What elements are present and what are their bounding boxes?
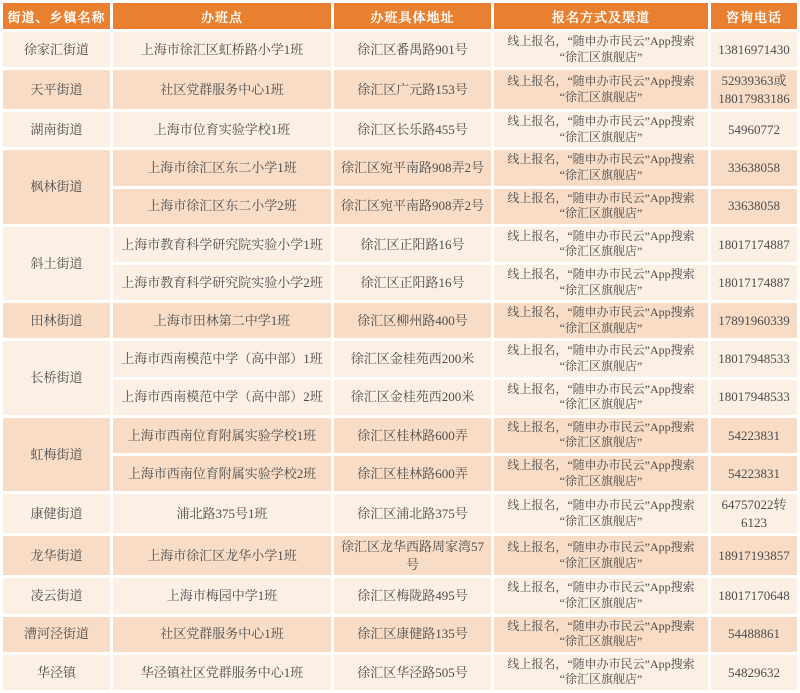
class-site-cell: 上海市教育科学研究院实验小学1班 xyxy=(113,227,331,262)
table-row xyxy=(3,341,797,376)
registration-method-cell: 线上报名，“随申办市民云”App搜索 “徐汇区旗舰店” xyxy=(494,456,708,491)
table-row xyxy=(3,227,797,262)
class-site-cell: 社区党群服务中心1班 xyxy=(113,70,331,109)
street-name-cell: 斜土街道 xyxy=(3,227,110,300)
table-row xyxy=(3,655,797,690)
street-name-cell: 长桥街道 xyxy=(3,341,110,414)
table-row xyxy=(3,578,797,613)
table-row xyxy=(3,32,797,67)
table-row xyxy=(3,536,797,575)
class-site-cell: 上海市徐汇区龙华小学1班 xyxy=(113,536,331,575)
registration-method-cell: 线上报名，“随申办市民云”App搜索 “徐汇区旗舰店” xyxy=(494,112,708,147)
phone-cell: 18017948533 xyxy=(711,380,797,415)
class-site-cell: 浦北路375号1班 xyxy=(113,494,331,533)
class-address-cell: 徐汇区龙华西路周家湾57号 xyxy=(334,536,491,575)
table-row xyxy=(3,112,797,147)
class-site-cell: 上海市田林第二中学1班 xyxy=(113,303,331,338)
header-class-address: 办班具体地址 xyxy=(334,3,491,29)
table-row xyxy=(3,303,797,338)
phone-cell: 13816971430 xyxy=(711,32,797,67)
class-site-cell: 社区党群服务中心1班 xyxy=(113,617,331,652)
street-name-cell: 天平街道 xyxy=(3,70,110,109)
registration-method-cell: 线上报名，“随申办市民云”App搜索 “徐汇区旗舰店” xyxy=(494,380,708,415)
phone-cell: 18917193857 xyxy=(711,536,797,575)
class-address-cell: 徐汇区桂林路600弄 xyxy=(334,456,491,491)
table-body xyxy=(3,32,797,690)
class-address-cell: 徐汇区宛平南路908弄2号 xyxy=(334,150,491,185)
class-address-cell: 徐汇区广元路153号 xyxy=(334,70,491,109)
phone-cell: 18017948533 xyxy=(711,341,797,376)
phone-cell: 54829632 xyxy=(711,655,797,690)
registration-method-cell: 线上报名，“随申办市民云”App搜索 “徐汇区旗舰店” xyxy=(494,536,708,575)
phone-cell: 64757022转 6123 xyxy=(711,494,797,533)
registration-method-cell: 线上报名，“随申办市民云”App搜索 “徐汇区旗舰店” xyxy=(494,578,708,613)
phone-cell: 52939363或 18017983186 xyxy=(711,70,797,109)
class-address-cell: 徐汇区浦北路375号 xyxy=(334,494,491,533)
table-row xyxy=(3,494,797,533)
header-phone: 咨询电话 xyxy=(711,3,797,29)
street-name-cell: 漕河泾街道 xyxy=(3,617,110,652)
table-row xyxy=(3,150,797,185)
registration-method-cell: 线上报名，“随申办市民云”App搜索 “徐汇区旗舰店” xyxy=(494,655,708,690)
registration-method-cell: 线上报名，“随申办市民云”App搜索 “徐汇区旗舰店” xyxy=(494,189,708,224)
phone-cell: 33638058 xyxy=(711,189,797,224)
class-address-cell: 徐汇区华泾路505号 xyxy=(334,655,491,690)
street-name-cell: 虹梅街道 xyxy=(3,418,110,491)
class-address-cell: 徐汇区金桂苑西200米 xyxy=(334,380,491,415)
registration-method-cell: 线上报名，“随申办市民云”App搜索 “徐汇区旗舰店” xyxy=(494,32,708,67)
class-address-cell: 徐汇区宛平南路908弄2号 xyxy=(334,189,491,224)
class-site-cell: 上海市徐汇区东二小学1班 xyxy=(113,150,331,185)
class-site-cell: 上海市西南模范中学（高中部）2班 xyxy=(113,380,331,415)
table-row xyxy=(3,265,797,300)
table-row xyxy=(3,189,797,224)
phone-cell: 18017174887 xyxy=(711,227,797,262)
registration-method-cell: 线上报名，“随申办市民云”App搜索 “徐汇区旗舰店” xyxy=(494,418,708,453)
class-address-cell: 徐汇区柳州路400号 xyxy=(334,303,491,338)
registration-method-cell: 线上报名，“随申办市民云”App搜索 “徐汇区旗舰店” xyxy=(494,617,708,652)
table-row xyxy=(3,617,797,652)
street-name-cell: 康健街道 xyxy=(3,494,110,533)
phone-cell: 54223831 xyxy=(711,418,797,453)
registration-method-cell: 线上报名，“随申办市民云”App搜索 “徐汇区旗舰店” xyxy=(494,341,708,376)
table-row xyxy=(3,70,797,109)
street-name-cell: 湖南街道 xyxy=(3,112,110,147)
class-site-cell: 上海市梅园中学1班 xyxy=(113,578,331,613)
class-address-cell: 徐汇区番禺路901号 xyxy=(334,32,491,67)
class-address-cell: 徐汇区正阳路16号 xyxy=(334,227,491,262)
class-address-cell: 徐汇区康健路135号 xyxy=(334,617,491,652)
phone-cell: 54488861 xyxy=(711,617,797,652)
header-row xyxy=(3,3,797,29)
class-site-cell: 上海市位育实验学校1班 xyxy=(113,112,331,147)
class-site-cell: 上海市教育科学研究院实验小学2班 xyxy=(113,265,331,300)
phone-cell: 33638058 xyxy=(711,150,797,185)
street-name-cell: 凌云街道 xyxy=(3,578,110,613)
street-name-cell: 枫林街道 xyxy=(3,150,110,223)
phone-cell: 17891960339 xyxy=(711,303,797,338)
phone-cell: 54223831 xyxy=(711,456,797,491)
registration-method-cell: 线上报名，“随申办市民云”App搜索 “徐汇区旗舰店” xyxy=(494,265,708,300)
registration-method-cell: 线上报名，“随申办市民云”App搜索 “徐汇区旗舰店” xyxy=(494,70,708,109)
table-row xyxy=(3,380,797,415)
class-site-cell: 上海市西南模范中学（高中部）1班 xyxy=(113,341,331,376)
class-address-cell: 徐汇区长乐路455号 xyxy=(334,112,491,147)
phone-cell: 54960772 xyxy=(711,112,797,147)
class-site-cell: 上海市徐汇区虹桥路小学1班 xyxy=(113,32,331,67)
class-address-cell: 徐汇区桂林路600弄 xyxy=(334,418,491,453)
class-address-cell: 徐汇区金桂苑西200米 xyxy=(334,341,491,376)
registration-method-cell: 线上报名，“随申办市民云”App搜索 “徐汇区旗舰店” xyxy=(494,494,708,533)
registration-method-cell: 线上报名，“随申办市民云”App搜索 “徐汇区旗舰店” xyxy=(494,150,708,185)
street-name-cell: 龙华街道 xyxy=(3,536,110,575)
header-class-site: 办班点 xyxy=(113,3,331,29)
phone-cell: 18017170648 xyxy=(711,578,797,613)
class-site-cell: 上海市徐汇区东二小学2班 xyxy=(113,189,331,224)
class-address-cell: 徐汇区梅陇路495号 xyxy=(334,578,491,613)
header-street-name: 街道、乡镇名称 xyxy=(3,3,110,29)
class-site-cell: 华泾镇社区党群服务中心1班 xyxy=(113,655,331,690)
table-row xyxy=(3,456,797,491)
registration-method-cell: 线上报名，“随申办市民云”App搜索 “徐汇区旗舰店” xyxy=(494,303,708,338)
class-site-cell: 上海市西南位育附属实验学校2班 xyxy=(113,456,331,491)
table-row xyxy=(3,418,797,453)
street-name-cell: 田林街道 xyxy=(3,303,110,338)
street-name-cell: 徐家汇街道 xyxy=(3,32,110,67)
street-name-cell: 华泾镇 xyxy=(3,655,110,690)
phone-cell: 18017174887 xyxy=(711,265,797,300)
class-address-cell: 徐汇区正阳路16号 xyxy=(334,265,491,300)
class-site-cell: 上海市西南位育附属实验学校1班 xyxy=(113,418,331,453)
header-registration-method: 报名方式及渠道 xyxy=(494,3,708,29)
registration-method-cell: 线上报名，“随申办市民云”App搜索 “徐汇区旗舰店” xyxy=(494,227,708,262)
